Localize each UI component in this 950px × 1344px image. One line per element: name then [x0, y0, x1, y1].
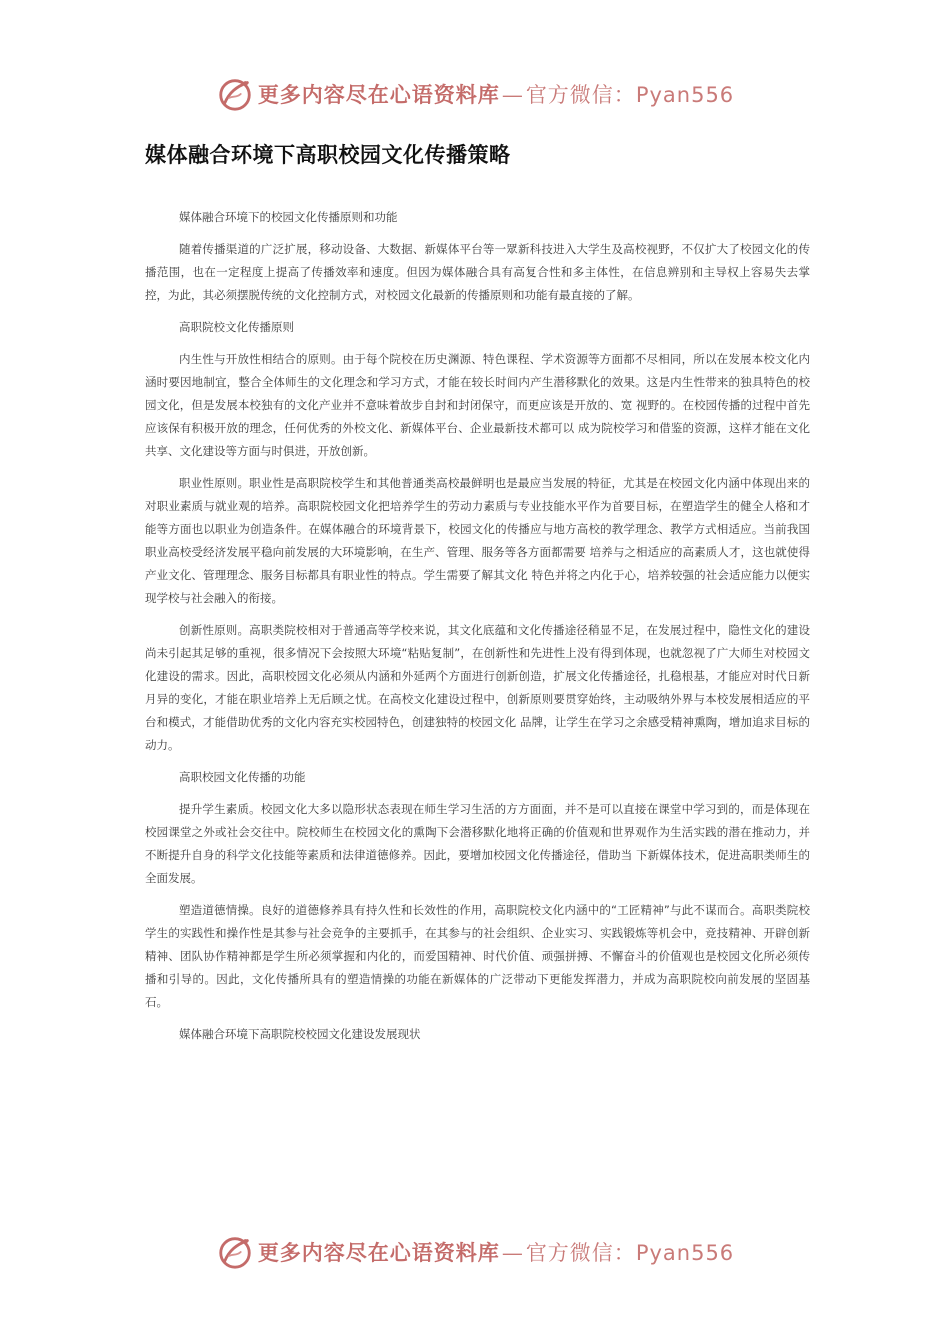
banner-wechat-id: Pyan556 — [635, 83, 735, 107]
banner-brand: 更多内容尽在心语资料库 — [257, 1240, 500, 1265]
section-heading: 高职院校文化传播原则 — [179, 320, 294, 334]
body-paragraph: 内生性与开放性相结合的原则。由于每个院校在历史渊源、特色课程、学术资源等方面都不尽相同，所以在发展本校文化内涵时要因地制宜，整合全体师生的文化理念和学习方式，才能在较长时间内产生潜移默化的效果。这是内生性带来的独具特色的校园文化，但是发展本校独有的文化产业并不意味着故步自封和封闭保守，而更应该是开放的、宽 视野的。在校园传播的过程中首先应该保有积极开放的理念，任何优秀的外校文化、新媒体平台、企业最新技术都可以 成为院校学习和借鉴的资源，这样才能在文化共享、文化建设等方面与时俱进，开放创新。 — [145, 352, 810, 458]
document-title: 媒体融合环境下高职校园文化传播策略 — [145, 143, 511, 167]
banner-separator: — — [501, 1241, 524, 1265]
banner-wechat-id: Pyan556 — [635, 1241, 735, 1265]
section-heading: 媒体融合环境下高职院校校园文化建设发展现状 — [179, 1027, 421, 1041]
section-heading: 高职校园文化传播的功能 — [179, 770, 306, 784]
banner-separator: — — [501, 83, 524, 107]
document-body — [145, 206, 810, 1055]
banner-wechat-label: 官方微信： — [525, 83, 636, 107]
body-paragraph: 随着传播渠道的广泛扩展，移动设备、大数据、新媒体平台等一眾新科技进入大学生及高校视野，不仅扩大了校园文化的传播范围，也在一定程度上提高了传播效率和速度。但因为媒体融合具有高复合性和多主体性，在信息辨别和主导权上容易失去掌控，为此，其必须摆脱传统的文化控制方式，对校园文化最新的传播原则和功能有最直接的了解。 — [145, 242, 810, 302]
body-paragraph: 创新性原则。高职类院校相对于普通高等学校来说，其文化底蕴和文化传播途径稍显不足，在发展过程中，隐性文化的建设尚未引起其足够的重视，很多情况下会按照大环境“粘贴复制”，在创新性和先进性上没有得到体现，也就忽视了广大师生对校园文化建设的需求。因此，高职校园文化必须从内涵和外延两个方面进行创新创造，扩展文化传播途径，扎稳根基，才能应对时代日新月异的变化，才能在职业培养上无后顾之忧。在高校文化建设过程中，创新原则要贯穿始终，主动吸纳外界与本校发展相适应的平台和模式，才能借助优秀的文化内容充实校园特色，创建独特的校园文化 品牌，让学生在学习之余感受精神熏陶，增加追求目标的动力。 — [145, 623, 810, 752]
body-paragraph: 职业性原则。职业性是高职院校学生和其他普通类高校最鲜明也是最应当发展的特征，尤其是在校园文化内涵中体现出来的对职业素质与就业观的培养。高职院校园文化把培养学生的劳动力素质与专业技能水平作为首要目标，在塑造学生的健全人格和才能等方面也以职业为创造条件。在媒体融合的环境背景下，校园文化的传播应与地方高校的教学理念、教学方式相适应。当前我国职业高校受经济发展平稳向前发展的大环境影响，在生产、管理、服务等各方面都需要 培养与之相适应的高素质人才，这也就使得产业文化、管理理念、服务目标都具有职业性的特点。学生需要了解其文化 特色并将之内化于心，培养较强的社会适应能力以便实现学校与社会融入的衔接。 — [145, 476, 810, 605]
banner-text — [258, 79, 734, 109]
banner-wechat-label: 官方微信： — [525, 1241, 636, 1265]
body-paragraph: 提升学生素质。校园文化大多以隐形状态表现在师生学习生活的方方面面，并不是可以直接在课堂中学习到的，而是体现在校园课堂之外或社会交往中。院校师生在校园文化的熏陶下会潜移默化地将正确的价值观和世界观作为生活实践的潜在推动力，并不断提升自身的科学文化技能等素质和法律道德修养。因此，要增加校园文化传播途径，借助当 下新媒体技术，促进高职类师生的全面发展。 — [145, 802, 810, 885]
banner-brand: 更多内容尽在心语资料库 — [257, 82, 500, 107]
header-banner — [0, 72, 950, 116]
body-paragraph: 塑造道德情操。良好的道德修养具有持久性和长效性的作用，高职院校文化内涵中的“工匠精神”与此不谋而合。高职类院校学生的实践性和操作性是其参与社会竞争的主要抓手，在其参与的社会组织、企业实习、实践锻炼等机会中，竞技精神、开辟创新精神、团队协作精神都是学生所必须掌握和内化的，而爱国精神、时代价值、顽强拼搏、不懈奋斗的价值观也是校园文化所必须传播和引导的。因此，文化传播所具有的塑造情操的功能在新媒体的广泛带动下更能发挥潜力，并成为高职院校向前发展的坚固基石。 — [145, 903, 810, 1009]
brand-logo-icon — [216, 1233, 254, 1271]
footer-banner — [0, 1230, 950, 1274]
brand-logo-icon — [216, 75, 254, 113]
banner-text — [258, 1237, 734, 1267]
section-heading: 媒体融合环境下的校园文化传播原则和功能 — [179, 210, 398, 224]
